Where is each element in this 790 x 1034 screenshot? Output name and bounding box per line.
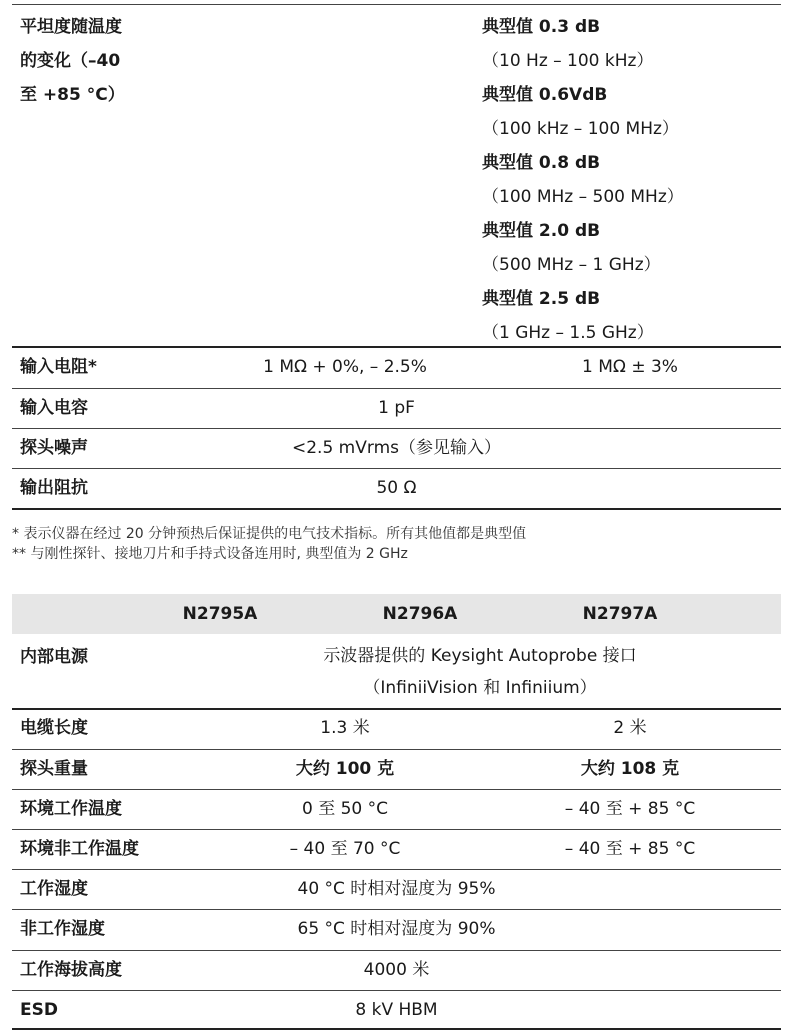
op-humidity-label: 工作湿度 — [20, 879, 88, 899]
row-divider — [12, 789, 781, 790]
flatness-range: （10 Hz – 100 kHz） — [482, 51, 654, 71]
footnotes — [12, 524, 526, 564]
nonop-temp-label: 环境非工作温度 — [20, 839, 139, 859]
op-humidity-value: 40 °C 时相对湿度为 95% — [297, 879, 496, 899]
probe-noise-value: <2.5 mVrms（参见输入） — [292, 438, 501, 458]
row-divider — [12, 346, 781, 348]
flatness-typical: 典型值 0.6VdB — [482, 85, 608, 105]
row-divider — [12, 829, 781, 830]
nonop-temp-value-a: – 40 至 70 °C — [289, 839, 401, 859]
flatness-label-line: 的变化（–40 — [20, 51, 121, 71]
row-divider — [12, 869, 781, 870]
table1-bottom-rule — [12, 508, 781, 510]
cable-length-value-b: 2 米 — [613, 718, 647, 738]
flatness-label-line: 至 +85 °C） — [20, 85, 125, 105]
input-capacitance-value: 1 pF — [378, 398, 415, 418]
flatness-range: （1 GHz – 1.5 GHz） — [482, 323, 654, 343]
table1-top-rule — [12, 4, 781, 5]
power-value-line: 示波器提供的 Keysight Autoprobe 接口 — [323, 646, 637, 666]
output-impedance-label: 输出阻抗 — [20, 478, 88, 498]
row-divider — [12, 950, 781, 951]
esd-value: 8 kV HBM — [355, 1000, 438, 1020]
op-temp-value-b: – 40 至 + 85 °C — [564, 799, 696, 819]
nonop-humidity-value: 65 °C 时相对湿度为 90% — [297, 919, 496, 939]
flatness-range: （500 MHz – 1 GHz） — [482, 255, 661, 275]
altitude-value: 4000 米 — [363, 960, 430, 980]
row-divider — [12, 909, 781, 910]
altitude-label: 工作海拔高度 — [20, 960, 122, 980]
row-divider — [12, 428, 781, 429]
esd-label: ESD — [20, 1000, 58, 1020]
flatness-label-line: 平坦度随温度 — [20, 17, 122, 37]
header-n2796a: N2796A — [382, 604, 458, 624]
power-label: 内部电源 — [20, 647, 88, 667]
probe-noise-label: 探头噪声 — [20, 438, 88, 458]
row-divider — [12, 388, 781, 389]
footnote-2: ** 与刚性探针、接地刀片和手持式设备连用时, 典型值为 2 GHz — [12, 546, 408, 562]
probe-weight-value-a: 大约 100 克 — [295, 759, 395, 779]
row-divider — [12, 990, 781, 991]
flatness-typical: 典型值 2.5 dB — [482, 289, 601, 309]
header-n2797a: N2797A — [582, 604, 658, 624]
row-divider — [12, 468, 781, 469]
cable-length-label: 电缆长度 — [20, 718, 88, 738]
row-divider — [12, 749, 781, 750]
footnote-1: * 表示仪器在经过 20 分钟预热后保证提供的电气技术指标。所有其他值都是典型值 — [12, 526, 527, 542]
flatness-values — [482, 10, 684, 350]
op-temp-label: 环境工作温度 — [20, 799, 122, 819]
power-value — [240, 640, 720, 704]
row-divider — [12, 708, 781, 710]
input-resistance-value-b: 1 MΩ ± 3% — [582, 357, 678, 377]
nonop-temp-value-b: – 40 至 + 85 °C — [564, 839, 696, 859]
cable-length-value-a: 1.3 米 — [320, 718, 370, 738]
input-capacitance-label: 输入电容 — [20, 398, 88, 418]
probe-weight-value-b: 大约 108 克 — [580, 759, 680, 779]
flatness-label — [20, 10, 125, 112]
power-value-line: （InfiniiVision 和 Infiniium） — [363, 678, 597, 698]
input-resistance-value-a: 1 MΩ + 0%, – 2.5% — [263, 357, 427, 377]
flatness-typical: 典型值 0.3 dB — [482, 17, 601, 37]
nonop-humidity-label: 非工作湿度 — [20, 919, 105, 939]
output-impedance-value: 50 Ω — [376, 478, 417, 498]
flatness-range: （100 kHz – 100 MHz） — [482, 119, 679, 139]
flatness-range: （100 MHz – 500 MHz） — [482, 187, 684, 207]
table2-bottom-rule — [12, 1028, 781, 1030]
header-n2795a: N2795A — [182, 604, 258, 624]
flatness-typical: 典型值 0.8 dB — [482, 153, 601, 173]
flatness-typical: 典型值 2.0 dB — [482, 221, 601, 241]
input-resistance-label: 输入电阻* — [20, 357, 97, 377]
op-temp-value-a: 0 至 50 °C — [301, 799, 389, 819]
probe-weight-label: 探头重量 — [20, 759, 88, 779]
